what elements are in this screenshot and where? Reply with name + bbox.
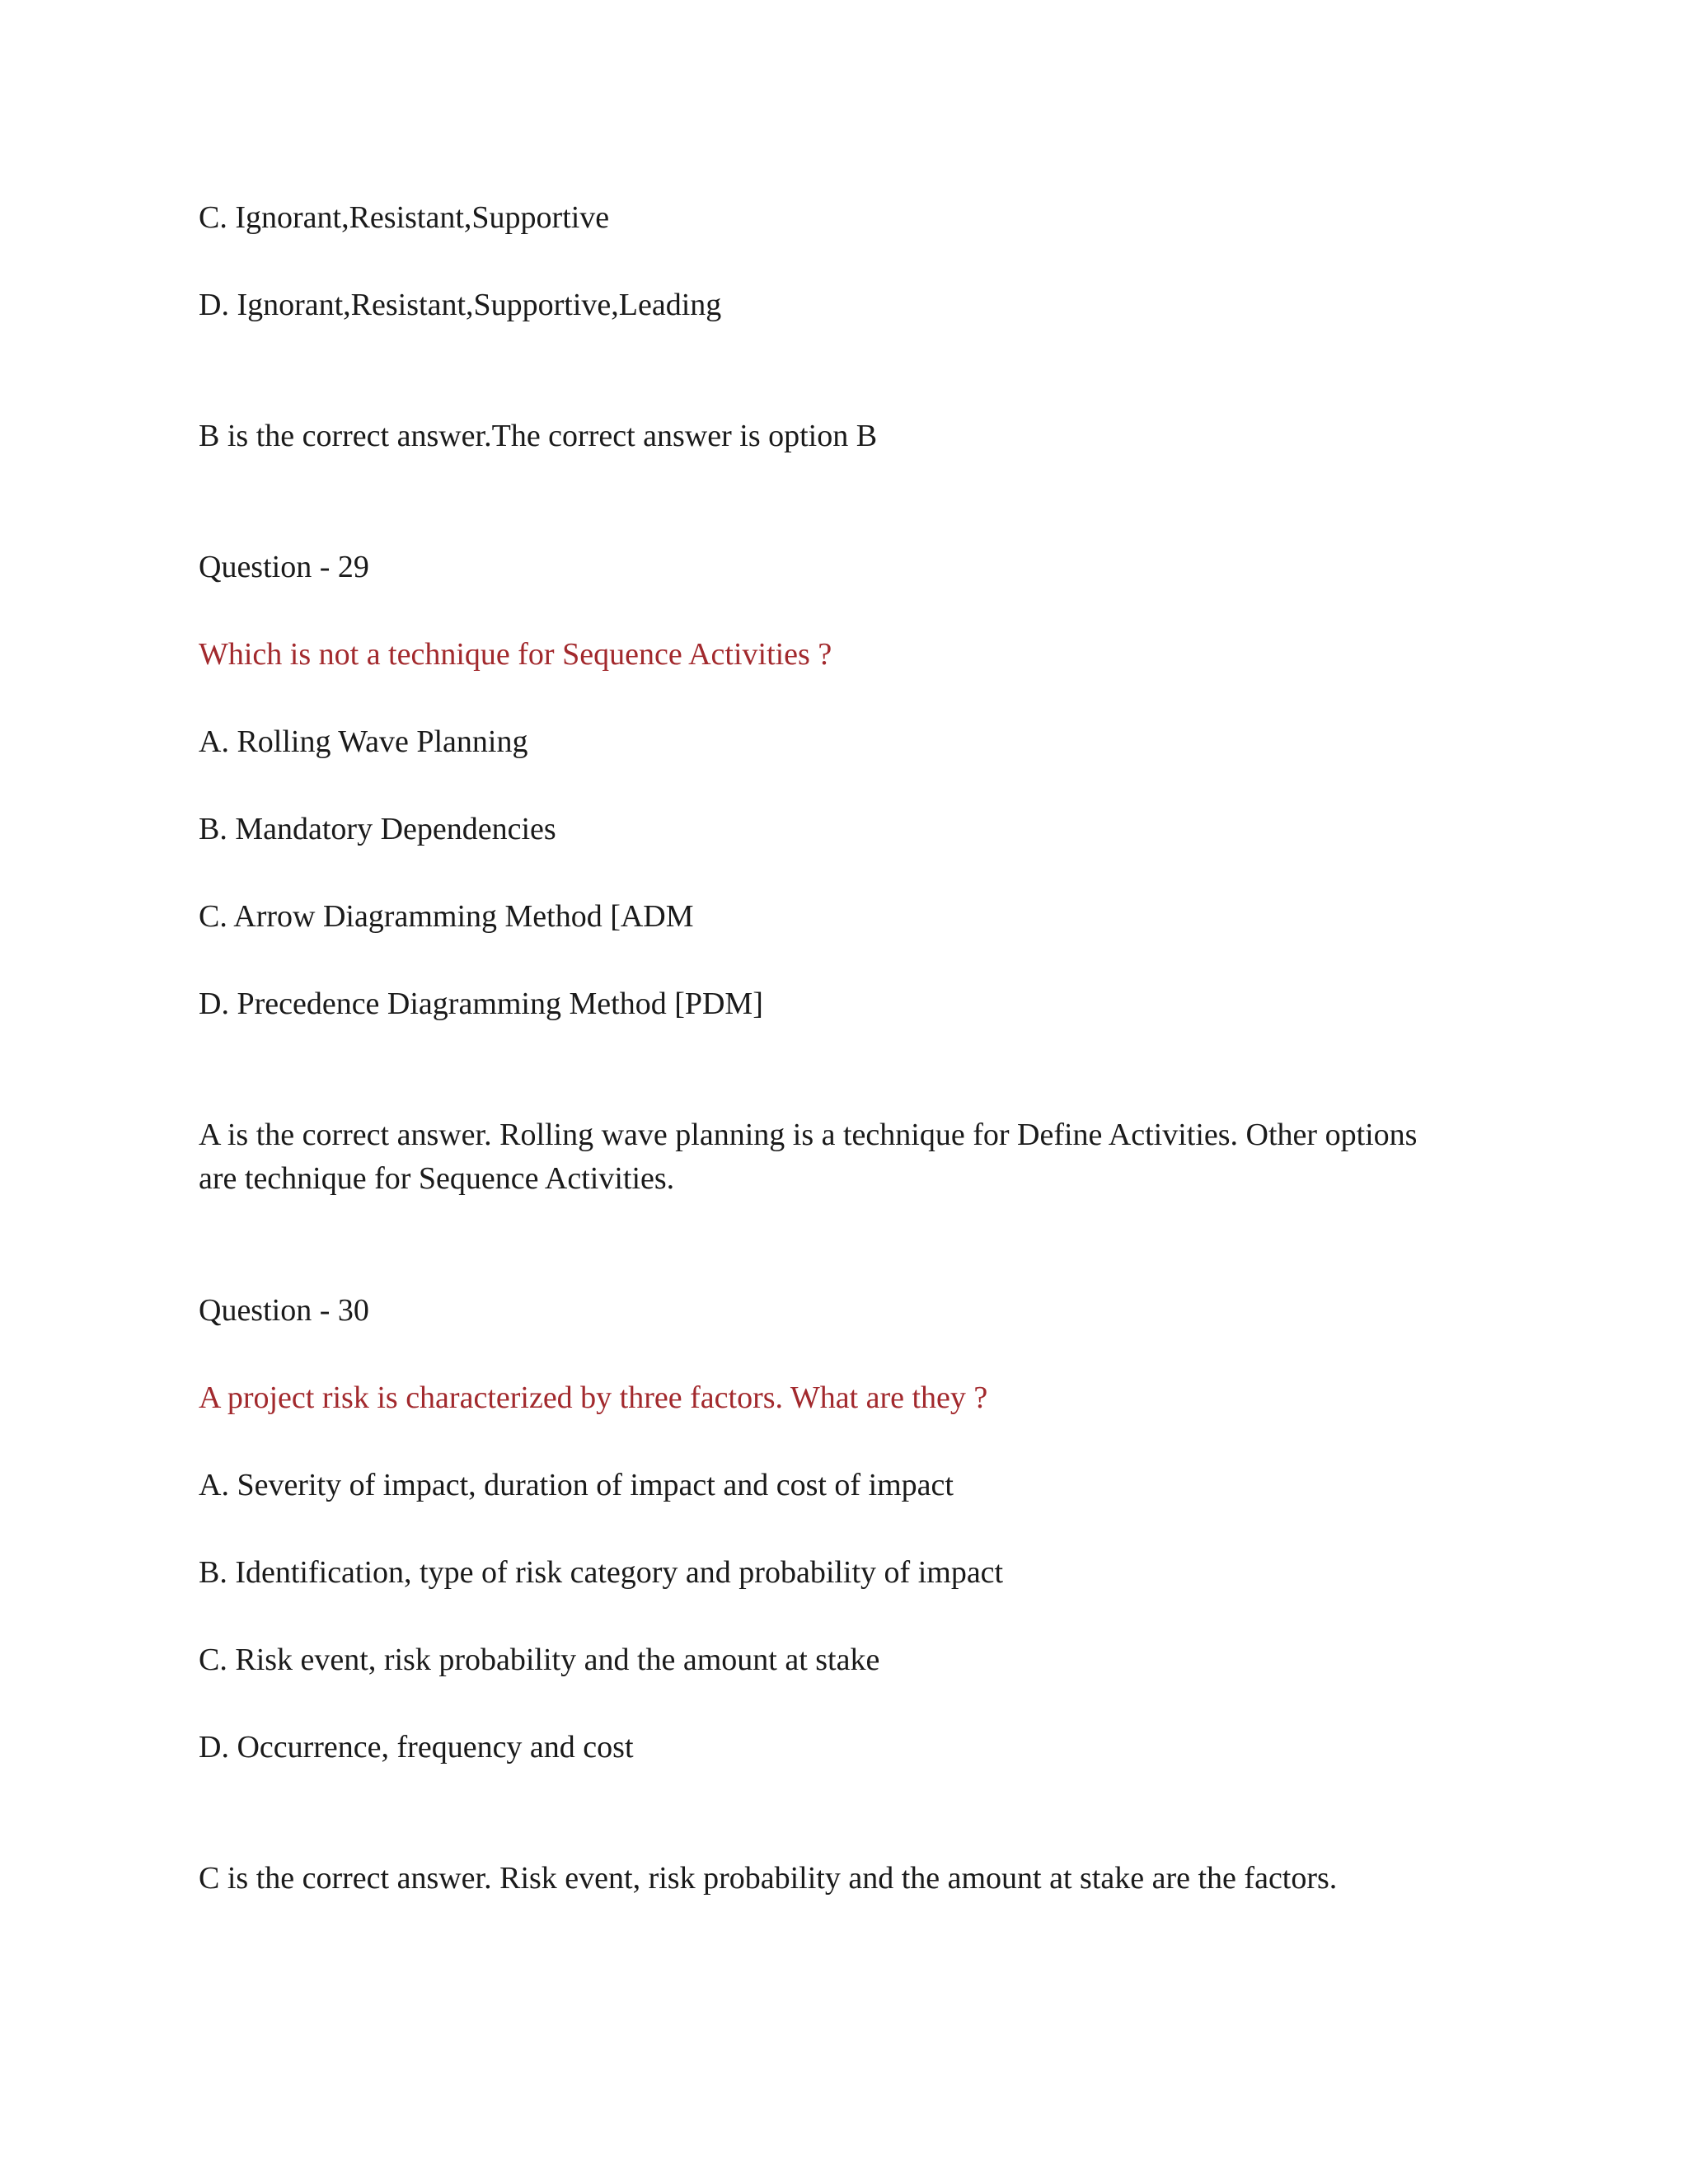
question-text-30: A project risk is characterized by three factors. What are they ? (199, 1380, 988, 1415)
option-b: B. Mandatory Dependencies (199, 812, 556, 846)
option-d: D. Precedence Diagramming Method [PDM] (199, 987, 763, 1021)
answer-explanation: B is the correct answer.The correct answer is option B (199, 419, 878, 453)
question-heading-29: Question - 29 (199, 550, 369, 584)
option-c: C. Ignorant,Resistant,Supportive (199, 200, 610, 235)
answer-explanation: A is the correct answer. Rolling wave planning is a technique for Define Activities. Other options are technique for Sequence Activities. (199, 1118, 1418, 1196)
option-c: C. Risk event, risk probability and the amount at stake (199, 1643, 880, 1677)
option-c: C. Arrow Diagramming Method [ADM (199, 899, 694, 934)
option-a: A. Severity of impact, duration of impact and cost of impact (199, 1468, 954, 1502)
option-d: D. Ignorant,Resistant,Supportive,Leading (199, 288, 722, 322)
question-heading-30: Question - 30 (199, 1293, 369, 1328)
option-b: B. Identification, type of risk category and probability of impact (199, 1555, 1004, 1590)
option-d: D. Occurrence, frequency and cost (199, 1730, 634, 1765)
question-text-29: Which is not a technique for Sequence Activities ? (199, 637, 832, 672)
option-a: A. Rolling Wave Planning (199, 724, 528, 759)
answer-explanation: C is the correct answer. Risk event, risk probability and the amount at stake are the factors. (199, 1861, 1338, 1896)
